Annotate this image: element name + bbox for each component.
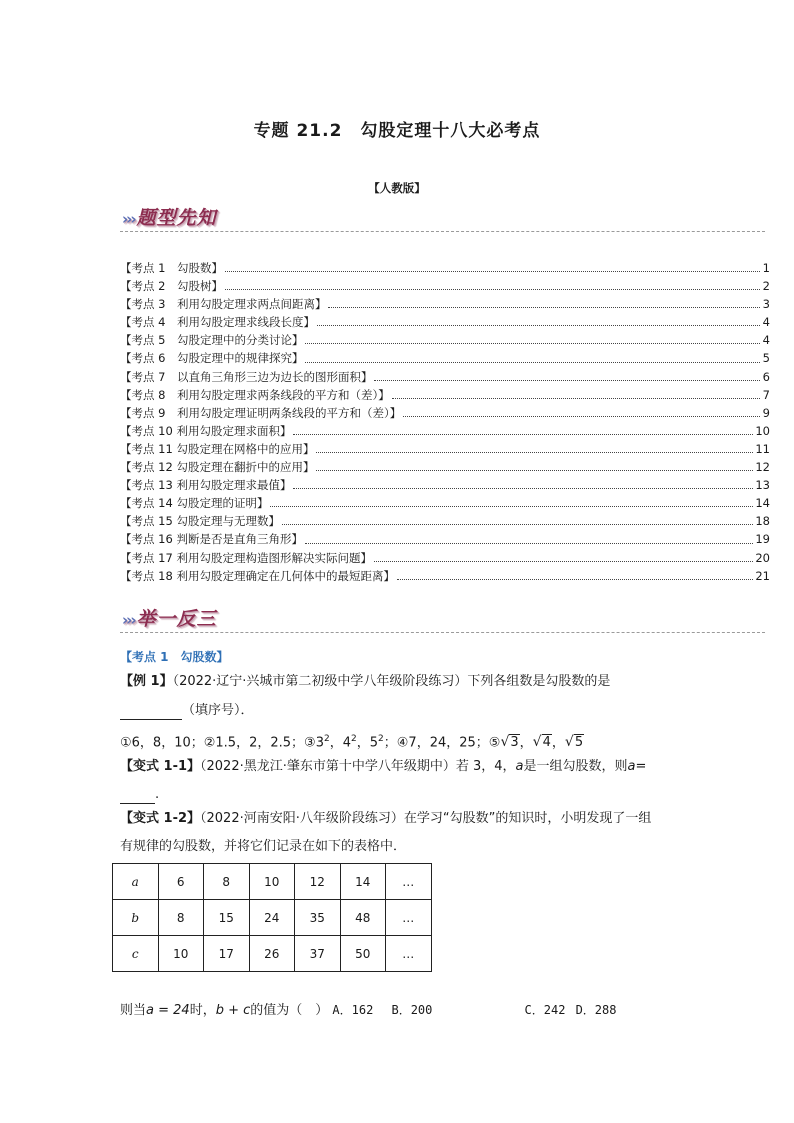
answer-blank[interactable] [120, 705, 182, 720]
option-a[interactable]: A．162 [332, 1003, 374, 1017]
option-d[interactable]: D．288 [575, 1003, 617, 1017]
toc-item[interactable]: 【考点 17 利用勾股定理构造图形解决实际问题】 20 [120, 550, 770, 565]
banner-arrows-icon: ››› [122, 210, 135, 228]
overview-divider [120, 231, 765, 232]
toc-item[interactable]: 【考点 18 利用勾股定理确定在几何体中的最短距离】 21 [120, 568, 770, 583]
variant-1-1-fill: . [120, 786, 159, 804]
toc-item[interactable]: 【考点 11 勾股定理在网格中的应用】 11 [120, 441, 770, 456]
edition-label: 【人教版】 [368, 181, 426, 195]
toc-item[interactable]: 【考点 10 利用勾股定理求面积】 10 [120, 423, 770, 438]
toc-item[interactable]: 【考点 1 勾股数】 1 [120, 261, 770, 275]
examples-banner [122, 604, 217, 631]
banner-arrows-icon: ››› [122, 611, 135, 629]
variant-1-1-question: 【变式 1-1】（2022·黑龙江·肇东市第十中学八年级期中）若 3，4，a是一组勾股数，则a= [120, 759, 647, 774]
overview-banner-text: 题型先知 [136, 207, 217, 229]
toc-item[interactable]: 【考点 3 利用勾股定理求两点间距离】 3 [120, 297, 770, 312]
table-row: b 8 15 24 35 48 … [113, 900, 432, 936]
toc-item[interactable]: 【考点 4 利用勾股定理求线段长度】 4 [120, 315, 770, 330]
overview-banner [122, 203, 217, 230]
variant-1-2-prompt: 则当a = 24时，b + c的值为（ ） A．162 B．200 C．242 D．288 [120, 1003, 617, 1018]
table-row: a 6 8 10 12 14 … [113, 864, 432, 900]
option-c[interactable]: C．242 [524, 1003, 566, 1017]
toc-item[interactable]: 【考点 5 勾股定理中的分类讨论】 4 [120, 333, 770, 348]
example-1-text: （2022·辽宁·兴城市第二初级中学八年级阶段练习）下列各组数是勾股数的是 [172, 674, 611, 689]
toc-item[interactable]: 【考点 2 勾股树】 2 [120, 279, 770, 294]
toc-item[interactable]: 【考点 14 勾股定理的证明】 14 [120, 496, 770, 511]
variant-1-2-question-line2: 有规律的勾股数，并将它们记录在如下的表格中． [120, 839, 407, 854]
option-b[interactable]: B．200 [391, 1003, 433, 1017]
section-heading: 【考点 1 勾股数】 [120, 650, 229, 664]
toc-item[interactable]: 【考点 6 勾股定理中的规律探究】 5 [120, 351, 770, 366]
sqrt-5: √5 [564, 734, 584, 751]
variant-1-2-question: 【变式 1-2】（2022·河南安阳·八年级阶段练习）在学习“勾股数”的知识时，小明发现了一组 [120, 811, 652, 826]
toc-item[interactable]: 【考点 7 以直角三角形三边为边长的图形面积】 6 [120, 369, 770, 384]
examples-divider [120, 632, 765, 633]
toc-item[interactable]: 【考点 16 判断是否是直角三角形】 19 [120, 532, 770, 547]
example-1-tag: 【例 1】 [120, 674, 173, 689]
variant-1-1-tag: 【变式 1-1】 [120, 759, 201, 774]
toc-item[interactable]: 【考点 13 利用勾股定理求最值】 13 [120, 478, 770, 493]
toc-item[interactable]: 【考点 9 利用勾股定理证明两条线段的平方和（差）】 9 [120, 405, 770, 420]
toc-item[interactable]: 【考点 15 勾股定理与无理数】 18 [120, 514, 770, 529]
sqrt-3: √3 [500, 734, 519, 751]
table-of-contents [120, 259, 770, 585]
sqrt-4: √4 [532, 734, 551, 751]
example-1-options: ①6，8，10；②1.5，2，2.5；$③3^2$，$4^2$，$5^2$；④7，24，25；⑤√3，√4，√5 [120, 734, 584, 751]
pythagorean-triples-table [112, 863, 432, 972]
variant-1-2-tag: 【变式 1-2】 [120, 811, 201, 826]
examples-banner-text: 举一反三 [136, 608, 217, 630]
answer-blank[interactable] [120, 789, 155, 804]
example-1-question [120, 673, 610, 691]
example-1-fill: （填序号）． [120, 702, 254, 720]
table-row: c 10 17 26 37 50 … [113, 936, 432, 972]
page-title: 专题 21.2 勾股定理十八大必考点 [253, 121, 541, 141]
toc-item[interactable]: 【考点 12 勾股定理在翻折中的应用】 12 [120, 460, 770, 475]
toc-item[interactable]: 【考点 8 利用勾股定理求两条线段的平方和（差）】 7 [120, 387, 770, 402]
